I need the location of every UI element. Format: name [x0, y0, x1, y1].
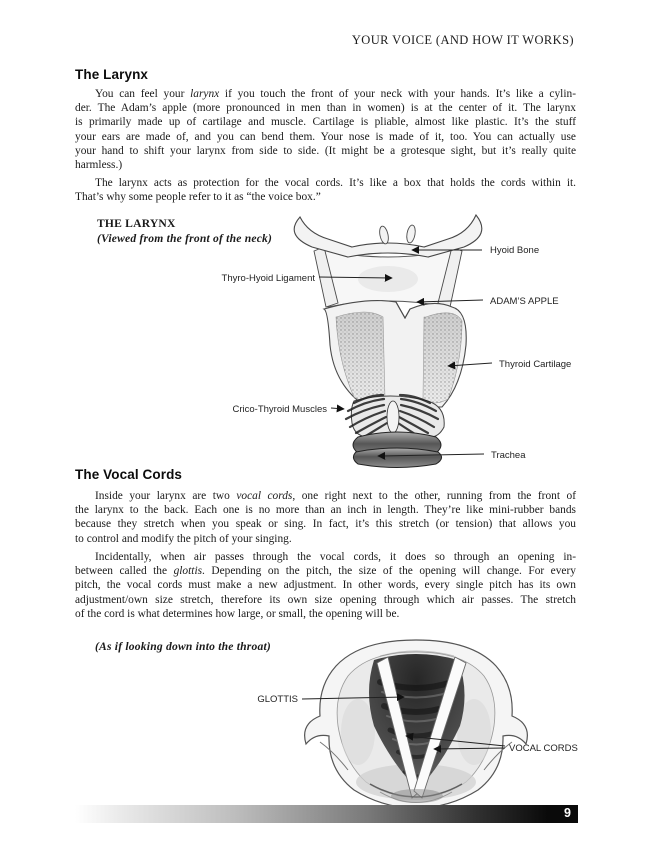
thyroid-cartilage-shape [324, 301, 466, 407]
label-hyoid-bone: Hyoid Bone [490, 245, 540, 256]
glottis-figure-subtitle: (As if looking down into the throat) [95, 640, 271, 653]
label-trachea: Trachea [491, 450, 526, 461]
text-line: adjustment/own size stretch, therefore its own size opening through which air passes. The stretch [75, 593, 576, 606]
label-adams-apple: ADAM’S APPLE [490, 296, 559, 307]
paragraph-larynx-1 [75, 87, 576, 172]
text-line: der. The Adam’s apple (more pronounced in men than in women) is at the center of it. The larynx [75, 102, 576, 115]
text-line: the larynx to the back. Each one is no more than an inch in length. They’re like mini-rubber bands [75, 504, 576, 517]
paragraph-larynx-2 [75, 176, 576, 204]
text-line: pitch, the vocal cords must make a new adjustment. In other words, every single pitch has its own [75, 579, 576, 592]
text-line: You can feel your larynx if you touch the front of your neck with your hands. It’s like a cylin- [95, 88, 576, 100]
section-heading-larynx: The Larynx [75, 67, 149, 82]
paragraph-vocal-cords-1 [75, 489, 576, 546]
label-thyroid-cartilage: Thyroid Cartilage [499, 359, 572, 370]
page-number: 9 [564, 806, 571, 820]
label-crico-thyroid-muscles: Crico-Thyroid Muscles [232, 404, 327, 415]
text-line: to control and modify the pitch of your singing. [75, 532, 292, 545]
text-line: of the cord is what determines how large, or small, the opening will be. [75, 607, 400, 620]
label-vocal-cords: VOCAL CORDS [509, 743, 578, 754]
larynx-figure-title: THE LARYNX [97, 217, 176, 230]
larynx-illustration [220, 205, 590, 471]
trachea-shape [353, 432, 442, 468]
glottis-illustration [230, 632, 585, 820]
running-header: YOUR VOICE (AND HOW IT WORKS) [351, 33, 574, 47]
text-line: harmless.) [75, 159, 123, 172]
larynx-figure-subtitle: (Viewed from the front of the neck) [97, 232, 273, 245]
text-line: because they stretch when you speak or sing. In fact, it’s this stretch (or tension) that allows you [75, 518, 576, 531]
text-line: between called the glottis. Depending on the pitch, the size of the opening will change. For every [75, 565, 576, 578]
footer-gradient-bar [75, 805, 578, 823]
text-line: That’s why some people refer to it as “the voice box.” [75, 191, 321, 204]
label-thyro-hyoid-ligament: Thyro-Hyoid Ligament [221, 273, 315, 284]
label-glottis: GLOTTIS [257, 694, 298, 705]
text-line: The larynx acts as protection for the vocal cords. It’s like a box that holds the cords within it. [95, 177, 576, 189]
text-line: Inside your larynx are two vocal cords, one right next to the other, running from the front of [95, 490, 576, 502]
section-heading-vocal-cords: The Vocal Cords [75, 467, 183, 482]
text-line: is primarily made up of cartilage and muscle. Cartilage is pliable, almost like plastic. It’s the stuff [75, 116, 576, 129]
text-line: Incidentally, when air passes through the vocal cords, it does so through an opening in- [95, 551, 576, 563]
paragraph-vocal-cords-2 [75, 550, 576, 621]
text-line: your ears are made of, and you can bend them. Your nose is made of it, too. You can actually use [75, 130, 576, 143]
crico-thyroid-muscles-shape [346, 395, 444, 437]
text-line: your hand to shift your larynx from side to side. (It might be a grotesque sight, but it’s really quite [75, 144, 576, 157]
